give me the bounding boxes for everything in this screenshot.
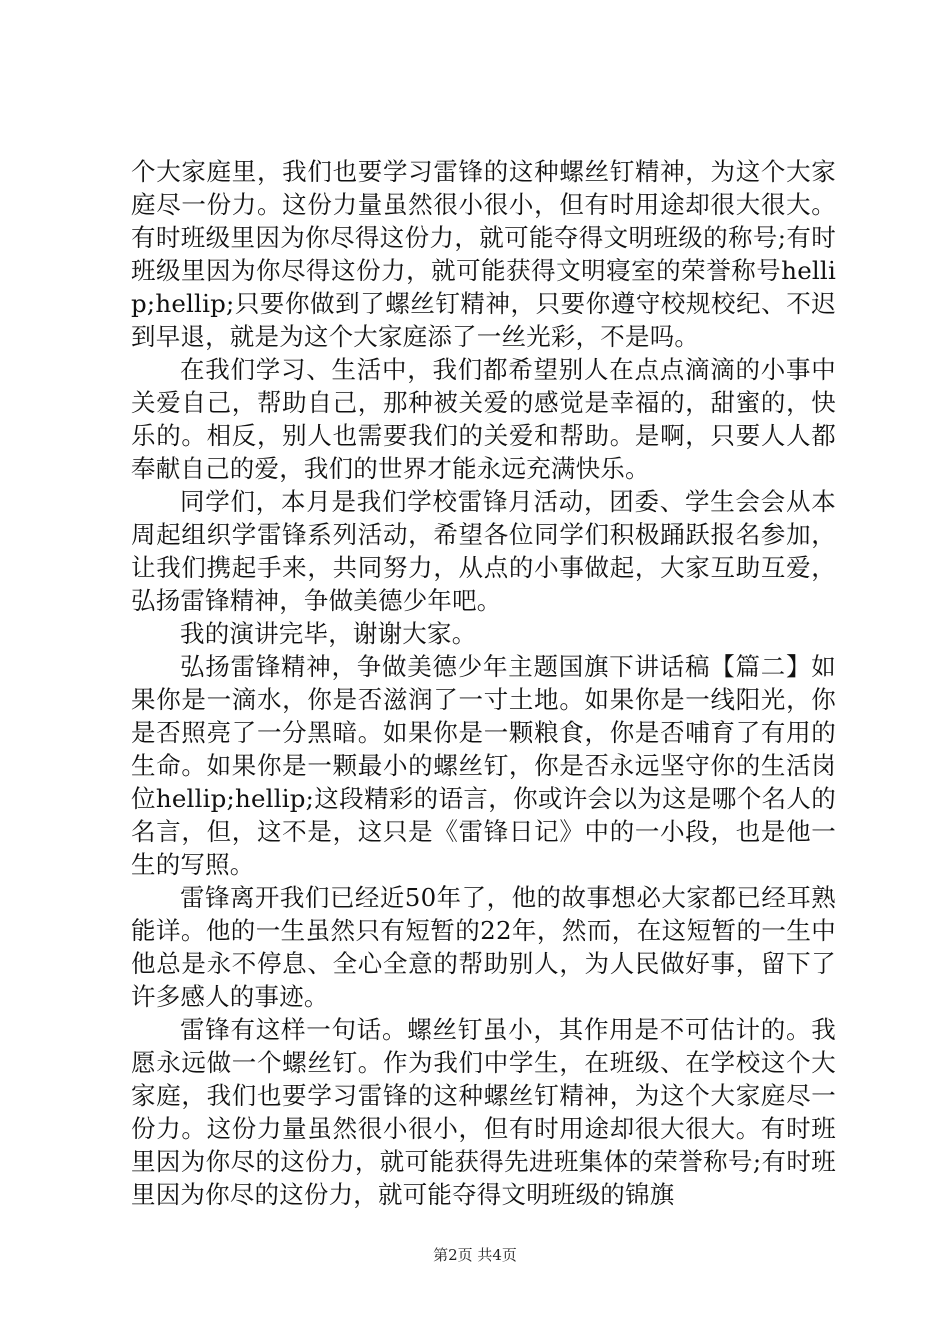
paragraph: 在我们学习、生活中，我们都希望别人在点点滴滴的小事中关爱自己，帮助自己，那种被关爱的感觉是幸福的，甜蜜的，快乐的。相反，别人也需要我们的关爱和帮助。是啊，只要人人都奉献自己的爱，我们的世界才能永远充满快乐。 [131,355,836,483]
document-body [131,155,836,1211]
paragraph: 雷锋有这样一句话。螺丝钉虽小，其作用是不可估计的。我愿永远做一个螺丝钉。作为我们中学生，在班级、在学校这个大家庭，我们也要学习雷锋的这种螺丝钉精神，为这个大家庭尽一份力。这份力量虽然很小很小，但有时用途却很大很大。有时班里因为你尽的这份力，就可能获得先进班集体的荣誉称号;有时班里因为你尽的这份力，就可能夺得文明班级的锦旗 [131,1015,836,1209]
paragraph: 同学们，本月是我们学校雷锋月活动，团委、学生会会从本周起组织学雷锋系列活动，希望各位同学们积极踊跃报名参加，让我们携起手来，共同努力，从点的小事做起，大家互助互爱，弘扬雷锋精神，争做美德少年吧。 [131,487,836,615]
paragraph: 我的演讲完毕，谢谢大家。 [180,619,477,648]
page-number-footer: 第2页 共4页 [433,1246,517,1264]
paragraph: 弘扬雷锋精神，争做美德少年主题国旗下讲话稿【篇二】如果你是一滴水，你是否滋润了一寸土地。如果你是一线阳光，你是否照亮了一分黑暗。如果你是一颗粮食，你是否哺育了有用的生命。如果你是一颗最小的螺丝钉，你是否永远坚守你的生活岗位hellip;hellip;这段精彩的语言，你或许会以为这是哪个名人的名言，但，这不是，这只是《雷锋日记》中的一小段，也是他一生的写照。 [131,652,836,879]
paragraph: 个大家庭里，我们也要学习雷锋的这种螺丝钉精神，为这个大家庭尽一份力。这份力量虽然很小很小，但有时用途却很大很大。有时班级里因为你尽得这份力，就可能夺得文明班级的称号;有时班级里因为你尽得这份力，就可能获得文明寝室的荣誉称号hellip;hellip;只要你做到了螺丝钉精神，只要你遵守校规校纪、不迟到早退，就是为这个大家庭添了一丝光彩，不是吗。 [131,157,836,351]
paragraph: 雷锋离开我们已经近50年了，他的故事想必大家都已经耳熟能详。他的一生虽然只有短暂的22年，然而，在这短暂的一生中他总是永不停息、全心全意的帮助别人，为人民做好事，留下了许多感人的事迹。 [131,883,836,1011]
